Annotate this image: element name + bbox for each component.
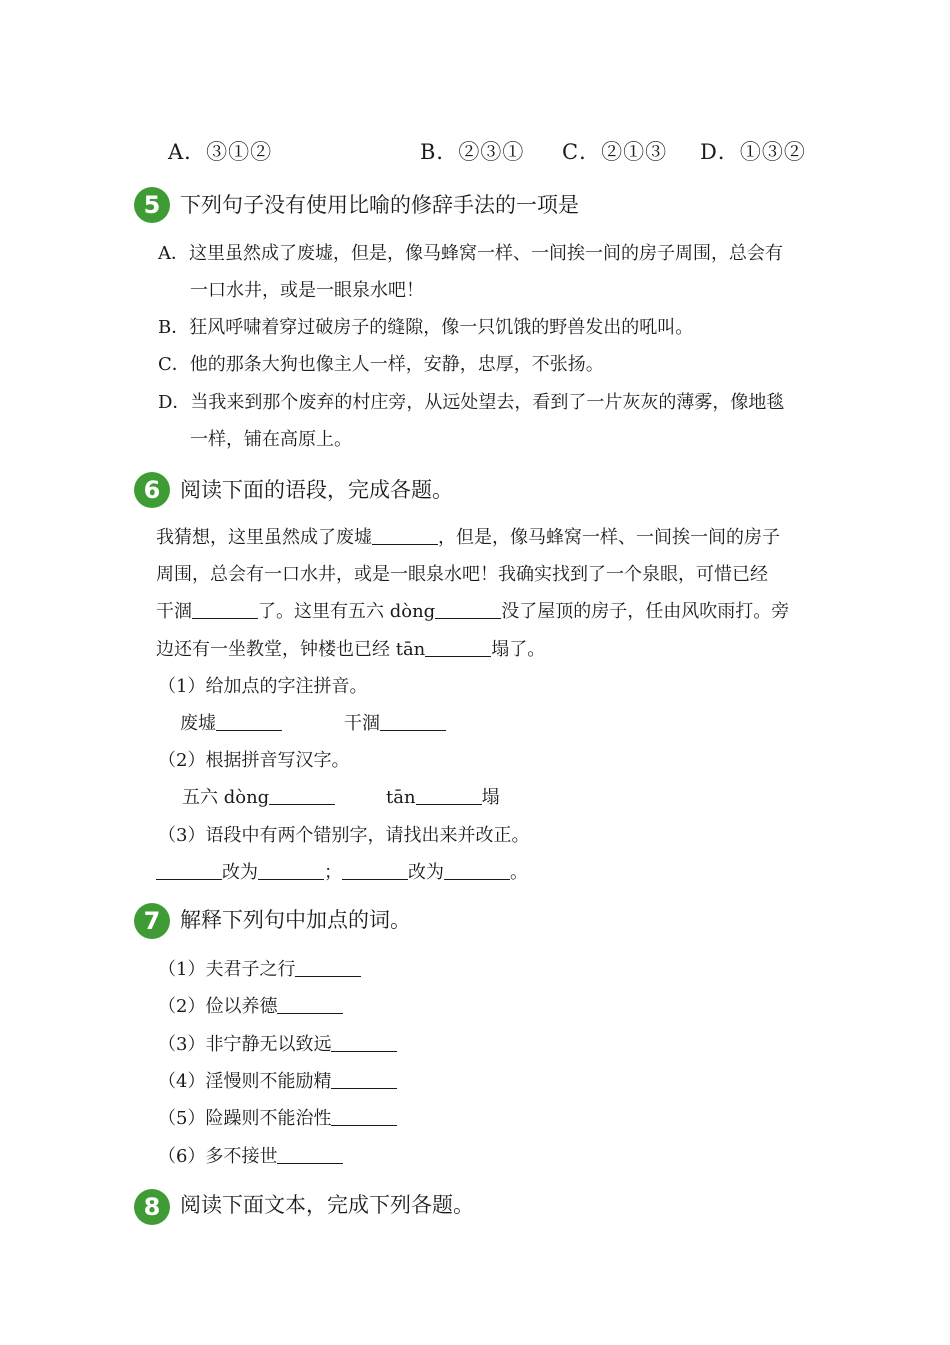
q4-option-d: D．①③② (700, 140, 806, 164)
question-6-number-badge: 6 (134, 472, 170, 508)
q7-item (158, 995, 343, 1019)
q6-sub1-item-a (180, 712, 282, 736)
q7-item-text: （1）夫君子之行 (158, 959, 296, 980)
q7-item-text: （6）多不接世 (158, 1145, 278, 1167)
q6-sub2-prompt: （2）根据拼音写汉字。 (158, 750, 350, 771)
question-5-number-badge: 5 (134, 187, 170, 223)
answer-blank[interactable] (435, 600, 501, 619)
question-7-title: 解释下列句中加点的词。 (180, 908, 411, 932)
q6-passage-text: 干涸 (156, 601, 192, 622)
q5-option-d-line1: D．当我来到那个废弃的村庄旁，从远处望去，看到了一片灰灰的薄雾，像地毯 (158, 392, 785, 413)
q6-sub3-change-label: 改为 (408, 862, 444, 883)
answer-blank[interactable] (331, 1070, 397, 1089)
q4-option-a: A．③①② (168, 140, 273, 164)
q7-item (158, 1145, 343, 1169)
q7-item-text: （5）险躁则不能治性 (158, 1108, 332, 1130)
answer-blank[interactable] (216, 712, 282, 731)
q6-sub2-tail: 塌 (481, 787, 500, 808)
q6-sub3-answer-line (156, 861, 528, 885)
q6-passage-text: 没了屋顶的房子，任由风吹雨打。旁 (501, 601, 790, 622)
q7-item (158, 1107, 397, 1131)
q6-passage-text: 塌了。 (491, 639, 546, 660)
q6-passage-text: ，但是，像马蜂窝一样、一间挨一间的房子 (438, 527, 780, 548)
answer-blank[interactable] (444, 861, 510, 880)
q6-sub3-prompt: （3）语段中有两个错别字，请找出来并改正。 (158, 825, 530, 846)
q6-sub3-end: 。 (510, 862, 528, 883)
answer-blank[interactable] (277, 995, 343, 1014)
q6-passage-text: 我猜想，这里虽然成了废墟 (156, 527, 372, 548)
q4-option-c: C．②①③ (562, 140, 668, 164)
q7-item-text: （4）淫慢则不能励精 (158, 1070, 332, 1092)
q6-sub2-item-a (182, 786, 335, 810)
q5-option-b: B．狂风呼啸着穿过破房子的缝隙，像一只饥饿的野兽发出的吼叫。 (158, 317, 694, 338)
answer-blank[interactable] (425, 638, 491, 657)
q6-sub3-change-label: 改为 (222, 862, 258, 883)
q6-sub1-word: 废墟 (180, 713, 216, 734)
q6-sub1-word: 干涸 (344, 713, 380, 734)
q7-item-text: （3）非宁静无以致远 (158, 1033, 332, 1055)
answer-blank[interactable] (156, 861, 222, 880)
q6-sub1-prompt: （1）给加点的字注拼音。 (158, 676, 368, 697)
answer-blank[interactable] (342, 861, 408, 880)
question-6-title: 阅读下面的语段，完成各题。 (180, 478, 453, 502)
q6-passage-line3 (156, 600, 789, 624)
q6-sub2-pinyin: tān (386, 787, 416, 808)
question-8-number-badge: 8 (134, 1189, 170, 1225)
q7-item (158, 1033, 397, 1057)
q5-option-d-line2: 一样，铺在高原上。 (190, 429, 352, 450)
q6-passage-line4 (156, 638, 545, 662)
q6-passage-text: 了。这里有五六 dòng (258, 601, 436, 622)
answer-blank[interactable] (258, 861, 324, 880)
q7-item (158, 1070, 397, 1094)
q5-option-a-line1: A．这里虽然成了废墟，但是，像马蜂窝一样、一间挨一间的房子周围，总会有 (158, 243, 783, 264)
question-5-title: 下列句子没有使用比喻的修辞手法的一项是 (180, 193, 579, 217)
q6-passage-text: 边还有一坐教堂，钟楼也已经 tān (156, 639, 426, 660)
question-8-title: 阅读下面文本，完成下列各题。 (180, 1193, 474, 1217)
answer-blank[interactable] (416, 786, 482, 805)
answer-blank[interactable] (192, 600, 258, 619)
answer-blank[interactable] (269, 786, 335, 805)
q6-sub1-item-b (344, 712, 446, 736)
q5-option-c: C．他的那条大狗也像主人一样，安静，忠厚，不张扬。 (158, 354, 604, 375)
q6-sub2-pinyin: 五六 dòng (182, 787, 270, 808)
answer-blank[interactable] (277, 1145, 343, 1164)
q7-item-text: （2）俭以养德 (158, 996, 278, 1018)
question-7-number-badge: 7 (134, 903, 170, 939)
answer-blank[interactable] (372, 526, 438, 545)
q4-option-b: B．②③① (420, 140, 525, 164)
answer-blank[interactable] (331, 1107, 397, 1126)
q6-passage-line2: 周围，总会有一口水井，或是一眼泉水吧！我确实找到了一个泉眼，可惜已经 (156, 564, 768, 585)
q6-sub2-item-b (386, 786, 500, 810)
q7-item (158, 958, 361, 982)
q6-passage-line1 (156, 526, 780, 550)
answer-blank[interactable] (331, 1033, 397, 1052)
q5-option-a-line2: 一口水井，或是一眼泉水吧！ (190, 280, 424, 301)
q6-sub3-separator: ； (324, 862, 342, 883)
answer-blank[interactable] (295, 958, 361, 977)
answer-blank[interactable] (380, 712, 446, 731)
